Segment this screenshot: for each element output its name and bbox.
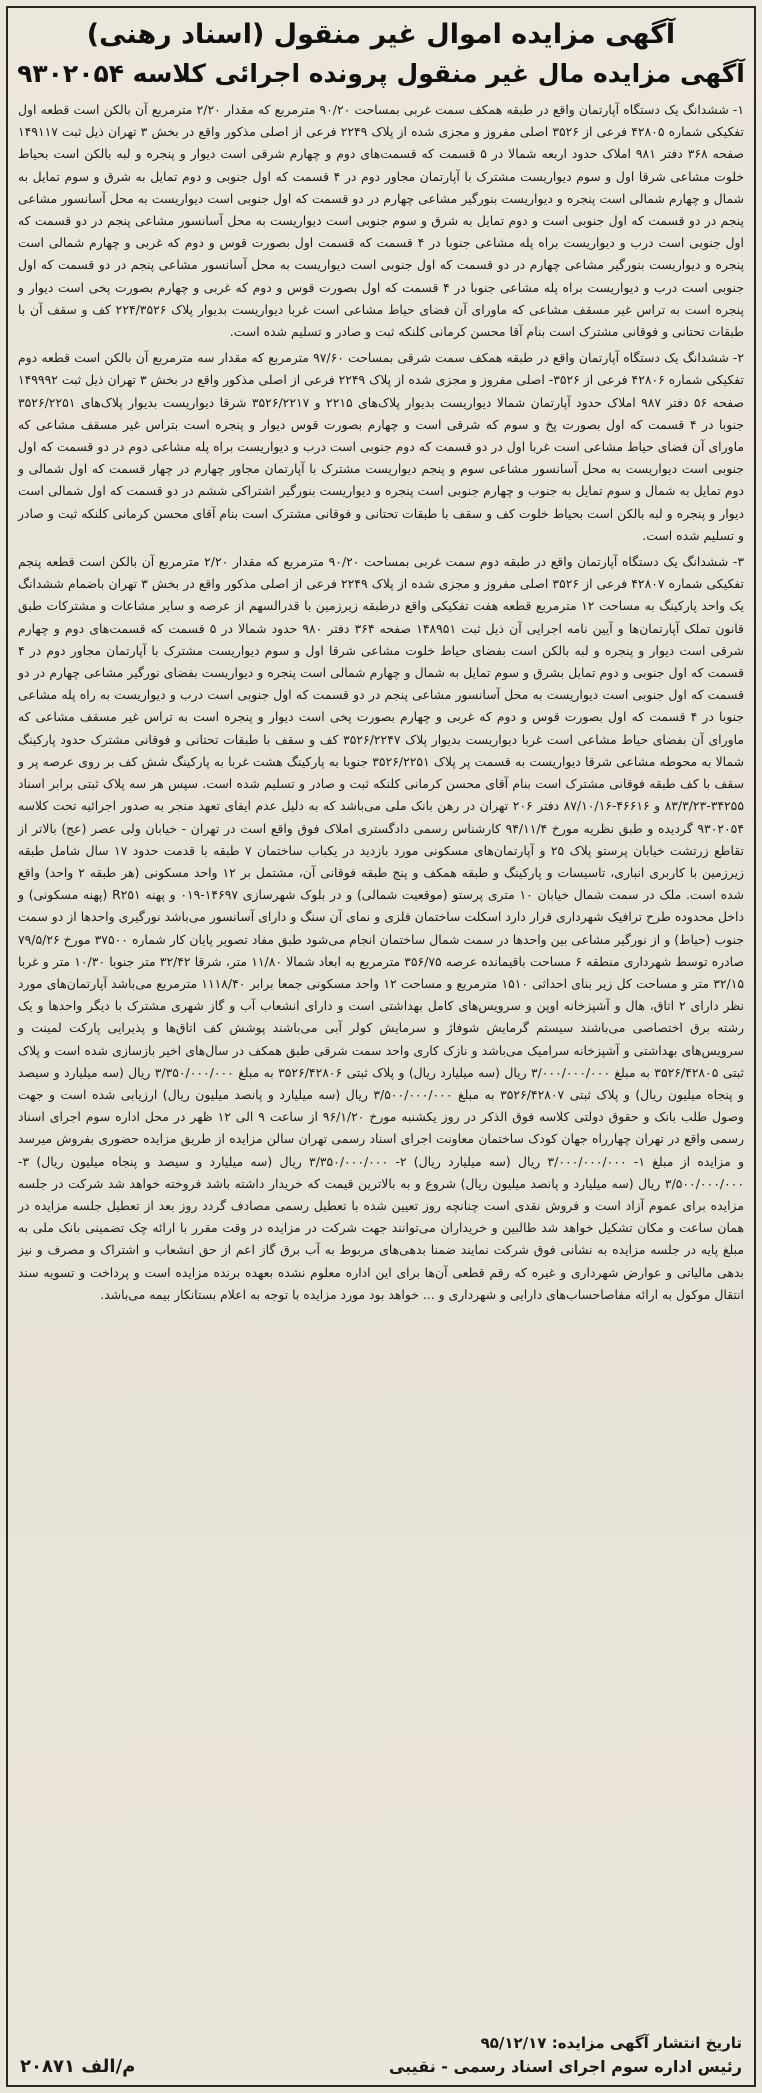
notice-paragraph-1: ۱- ششدانگ یک دستگاه آپارتمان واقع در طبقه همکف سمت غربی بمساحت ۹۰/۲۰ مترمربع که مقدار ۲/۲۰ مترمربع آن بالکن است قطعه اول تفکیکی شماره ۴۲۸۰۵ فرعی از ۳۵۲۶ اصلی مفروز و مجزی شده از پلاک ۲۲۴۹ فرعی از اصلی مذکور واقع در بخش ۳ تهران ذیل ثبت ۱۴۹۱۱۷ صفحه ۳۶۸ دفتر ۹۸۱ املاک حدود اربعه شمالا در ۵ قسمت که قسمت‌های دوم و چهارم شرقی است دیوار و پنجره و لبه بالکن است بحیاط خلوت مشاعی شرقا اول و سوم دیواریست مشترک با آپارتمان مجاور دوم در ۴ قسمت که اول جنوبی و دوم تمایل به شرق و سوم تمایل به شمال و چهارم شمالی است پنجره و دیواریست بنورگیر مشاعی چهارم در دو قسمت که اول جنوبی است دیواریست به محل آسانسور مشاعی پنجم در دو قسمت که اول جنوبی است و دوم تمایل به شرق و سوم جنوبی است دیواریست به محل آسانسور مشاعی پنجم در دو قسمت که اول جنوبی است درب و دیواریست براه پله مشاعی جنوبا در ۴ قسمت که قسمت اول بصورت قوس و دوم که غربی و چهارم شمالی است پنجره و دیواریست بنورگیر مشاعی چهارم در دو قسمت که اول جنوبی است دیواریست به محل آسانسور مشاعی پنجم در دو قسمت که اول جنوبی است درب و دیواریست براه پله مشاعی جنوبا در ۴ قسمت که اول بصورت قوس و دوم که غربی و چهارم بصورت پخی است دیوار و پنجره است به تراس غیر مسقف مشاعی که ماورای آن فضای حیاط مشاعی است غربا دیواریست بدیوار پلاک ۲۲۴/۳۵۲۶ کف و سقف آن با طبقات تحتانی و فوقانی مشترک است بنام آقا محسن کرمانی کلنکه ثبت و صادر و تسلیم شده است. (18, 102, 745, 340)
notice-paragraph-2: ۲- ششدانگ یک دستگاه آپارتمان واقع در طبقه همکف سمت شرقی بمساحت ۹۷/۶۰ مترمربع که مقدار سه مترمربع آن بالکن است قطعه دوم تفکیکی شماره ۴۲۸۰۶ فرعی از ۳۵۲۶- اصلی مفروز و مجزی شده از پلاک ۲۲۴۹ فرعی از اصلی مذکور واقع در بخش ۳ تهران ذیل ثبت ۱۴۹۹۹۲ صفحه ۵۶ دفتر ۹۸۷ املاک حدود آپارتمان شمالا دیواریست بدیوار پلاک‌های ۲۲۱۵ و ۳۵۲۶/۲۲۱۷ شرقا دیواریست بدیوار پلاک‌های ۳۵۲۶/۲۲۵۱ جنوبا در ۴ قسمت که اول بصورت پخ و سوم که شرقی است و چهارم بصورت قوس دیوار و پنجره است بتراس غیر مسقف مشاعی که ماورای آن فضای حیاط مشاعی است غربا اول در دو قسمت که دوم جنوبی است درب و دیواریست براه پله مشاعی دوم در دو قسمت که اول جنوبی است دیواریست به محل آسانسور مشاعی سوم و پنجم دیواریست مشترک با آپارتمان مجاور چهارم در چهار قسمت که اول شمالی و دوم تمایل به شمال و سوم تمایل به جنوب و چهارم جنوبی است پنجره و دیواریست بنورگیر اشتراکی ششم در دو قسمت که اول شمالی است دیوار و پنجره و لبه بالکن است بحیاط خلوت کف و سقف با طبقات تحتانی و فوقانی مشترک است بنام آقای محسن کرمانی کلنکه ثبت و صادر و تسلیم شده است. (18, 350, 744, 543)
notice-subtitle: آگهی مزایده مال غیر منقول پرونده اجرائی کلاسه ۹۳۰۲۰۵۴ (17, 58, 745, 88)
notice-body (18, 99, 744, 1306)
signature: رئیس اداره سوم اجرای اسناد رسمی - نقیبی (388, 2057, 742, 2076)
publish-date-row (20, 2031, 742, 2055)
notice-footer (20, 2031, 742, 2079)
notice-paragraph-3: ۳- ششدانگ یک دستگاه آپارتمان واقع در طبقه دوم سمت غربی بمساحت ۹۰/۲۰ مترمربع که مقدار ۲/۲۰ مترمربع آن بالکن است قطعه پنجم تفکیکی شماره ۴۲۸۰۷ فرعی از ۳۵۲۶ اصلی مفروز و مجزی شده از پلاک ۲۲۴۹ فرعی از اصلی مذکور واقع در بخش ۳ تهران باضمام ششدانگ یک واحد پارکینگ به مساحت ۱۲ مترمربع قطعه هفت تفکیکی واقع درطبقه زیرزمین با قدرالسهم از عرصه و سایر مشاعات و مشترکات طبق قانون تملک آپارتمان‌ها و آیین نامه اجرایی آن ذیل ثبت ۱۴۸۹۵۱ صفحه ۳۶۴ دفتر ۹۸۰ حدود شمالا در ۵ قسمت که قسمت‌های دوم و چهارم شرقی است دیوار و پنجره و لبه بالکن است بفضای حیاط خلوت مشاعی شرقا اول و سوم دیواریست مشترک با آپارتمان مجاور دوم در ۴ قسمت که اول جنوبی و دوم تمایل بشرق و سوم تمایل به شمال و چهارم شمالی است پنجره و دیواریست بفضای نورگیر مشاعی چهارم در دو قسمت که اول جنوبی است دیواریست به محل آسانسور مشاعی پنجم در دو قسمت که اول جنوبی است درب و دیواریست به راه پله مشاعی جنوبا در ۴ قسمت که اول بصورت قوس و دوم که غربی و چهارم بصورت پخی است دیوار و پنجره است به تراس غیر مسقف مشاعی که ماورای آن بفضای حیاط مشاعی است غربا دیواریست بدیوار پلاک ۳۵۲۶/۲۲۴۷ کف و سقف با طبقات تحتانی و فوقانی مشترک حدود پارکینگ شمالا به محوطه مشاعی شرقا دیواریست به قسمت پر پلاک ۳۵۲۶/۲۲۵۱ جنوبا به پارکینگ هشت غربا به پارکینگ شش کف بر روی عرصه پر و سقف با کف طبقه فوقانی مشترک است بنام آقای محسن کرمانی کلنکه ثبت و صادر و تسلیم شده است. سپس هر سه پلاک ثبتی برابر اسناد ۳۴۲۵۵-۸۳/۳/۲۳ و ۴۶۶۱۶-۸۷/۱۰/۱۶ دفتر ۲۰۶ تهران در رهن بانک ملی می‌باشد که به دلیل عدم ایفای تعهد منجر به صدور اجرائیه تحت کلاسه ۹۳۰۲۰۵۴ گردیده و طبق نظریه مورخ ۹۴/۱۱/۴ کارشناس رسمی دادگستری املاک فوق واقع است در تهران - خیابان ولی عصر (عج) بالاتر از تقاطع زرتشت خیابان پرستو پلاک ۲۵ و آپارتمان‌های مسکونی مورد بازدید در یکباب ساختمان ۷ طبقه با قدمت حدود ۱۷ سال شامل طبقه زیرزمین با کاربری انباری، تاسیسات و پارکینگ و طبقه همکف و پنج طبقه فوقانی آن، مشتمل بر ۱۲ واحد مسکونی (هر طبقه ۲ واحد) واقع شده است. ملک در سمت شمال خیابان ۱۰ متری پرستو (موقعیت شمالی) و در بلوک شهرسازی ۱۴۶۹۷-۰۱۹ و پهنه R۲۵۱ (پهنه مسکونی) و داخل محدوده طرح ترافیک شهرداری قرار دارد اسکلت ساختمان فلزی و نمای آن سنگ و دارای آسانسور می‌باشد نورگیری واحدها از دو سمت جنوب (حیاط) و از نورگیر مشاعی بین واحدها در سمت شمال ساختمان انجام می‌شود طبق مفاد تصویر پایان کار شماره ۳۷۵۰۰ مورخ ۷۹/۵/۲۶ صادره توسط شهرداری منطقه ۶ مساحت باقیمانده عرصه ۳۵۶/۷۵ مترمربع به ابعاد شمالا ۱۱/۸۰ متر، شرقا ۳۲/۴۲ متر جنوبا ۱۰/۳۰ متر و غربا ۳۲/۱۵ متر و مساحت کل زیر بنای احداثی ۱۵۱۰ مترمربع و مساحت ۱۲ واحد مسکونی جمعا برابر ۱۱۱۸/۴۰ مترمربع می‌باشد آپارتمان‌های مورد نظر دارای ۲ اتاق، هال و آشپزخانه اوپن و سرویس‌های کامل بهداشتی است و دارای انشعاب آب و گاز شهری مشترک با دیگر واحدها و یک رشته برق اختصاصی می‌باشند سیستم گرمایش شوفاژ و سرمایش کولر آبی می‌باشند پوشش کف اتاق‌ها و پذیرایی پارکت لمینت و سرویس‌های بهداشتی و آشپزخانه سرامیک می‌باشد و نازک کاری واحد سمت شرقی طبق همکف در سال‌های اخیر بازسازی شده است و پلاک ثبتی ۳۵۲۶/۴۲۸۰۵ به مبلغ ۳/۰۰۰/۰۰۰/۰۰۰ ریال (سه میلیارد ریال) و پلاک ثبتی ۳۵۲۶/۴۲۸۰۶ به مبلغ ۳/۳۵۰/۰۰۰/۰۰۰ ریال (سه میلیارد و سیصد و پنجاه میلیون ریال) و پلاک ثبتی ۳۵۲۶/۴۲۸۰۷ به مبلغ ۳/۵۰۰/۰۰۰/۰۰۰ ریال (سه میلیارد و پانصد میلیون ریال) ارزیابی شده است و جهت وصول طلب بانک و حقوق دولتی کلاسه فوق الذکر در روز یکشنبه مورخ ۹۶/۱/۲۰ از ساعت ۹ الی ۱۲ ظهر در محل اداره سوم اجرای اسناد رسمی واقع در تهران چهارراه جهان کودک ساختمان معاونت اجرای اسناد رسمی تهران سالن مزایده از طریق مزایده حضوری بفروش میرسد و مزایده از مبلغ ۱- ۳/۰۰۰/۰۰۰/۰۰۰ ریال (سه میلیارد ریال) ۲- ۳/۳۵۰/۰۰۰/۰۰۰ ریال (سه میلیارد و سیصد و پنجاه میلیون ریال) ۳- ۳/۵۰۰/۰۰۰/۰۰۰ ریال (سه میلیارد و پانصد میلیون ریال) شروع و به بالاترین قیمت که خریدار داشته باشد فروخته خواهد شد شرکت در جلسه مزایده برای عموم آزاد است و فروش نقدی است چنانچه روز تعیین شده با تعطیل رسمی مصادف گردد روز بعد از تعطیل جلسه مزایده در همان ساعت و مکان تشکیل خواهد شد طالبین و خریداران می‌توانند جهت شرکت در مزایده در وقت مقرر با ارائه چک تضمینی بانک ملی به مبلغ پایه در جلسه مزایده به نشانی فوق شرکت نمایند ضمنا بدهی‌های مربوط به آب برق گاز اعم از حق انشعاب و اشتراک و مصرف و نیز بدهی مالیاتی و عوارض شهرداری و غیره که رقم قطعی آن‌ها برای این اداره معلوم نشده بعهده برنده مزایده است و پرداخت و تسویه سند انتقال موکول به ارائه مفاصاحساب‌های دارایی و شهرداری و ... خواهد بود مورد مزایده با توجه به اعلام بستانکار بیمه می‌باشد. (18, 554, 745, 1302)
publish-date: ۹۵/۱۲/۱۷ (480, 2034, 547, 2052)
notice-title: آگهی مزایده اموال غیر منقول (اسناد رهنی) (86, 19, 676, 50)
publish-date-group (481, 2031, 742, 2055)
reference-code: م/الف ۲۰۸۷۱ (20, 2056, 136, 2077)
signature-row (20, 2055, 742, 2079)
publish-date-label: تاریخ انتشار آگهی مزایده: (551, 2034, 742, 2052)
